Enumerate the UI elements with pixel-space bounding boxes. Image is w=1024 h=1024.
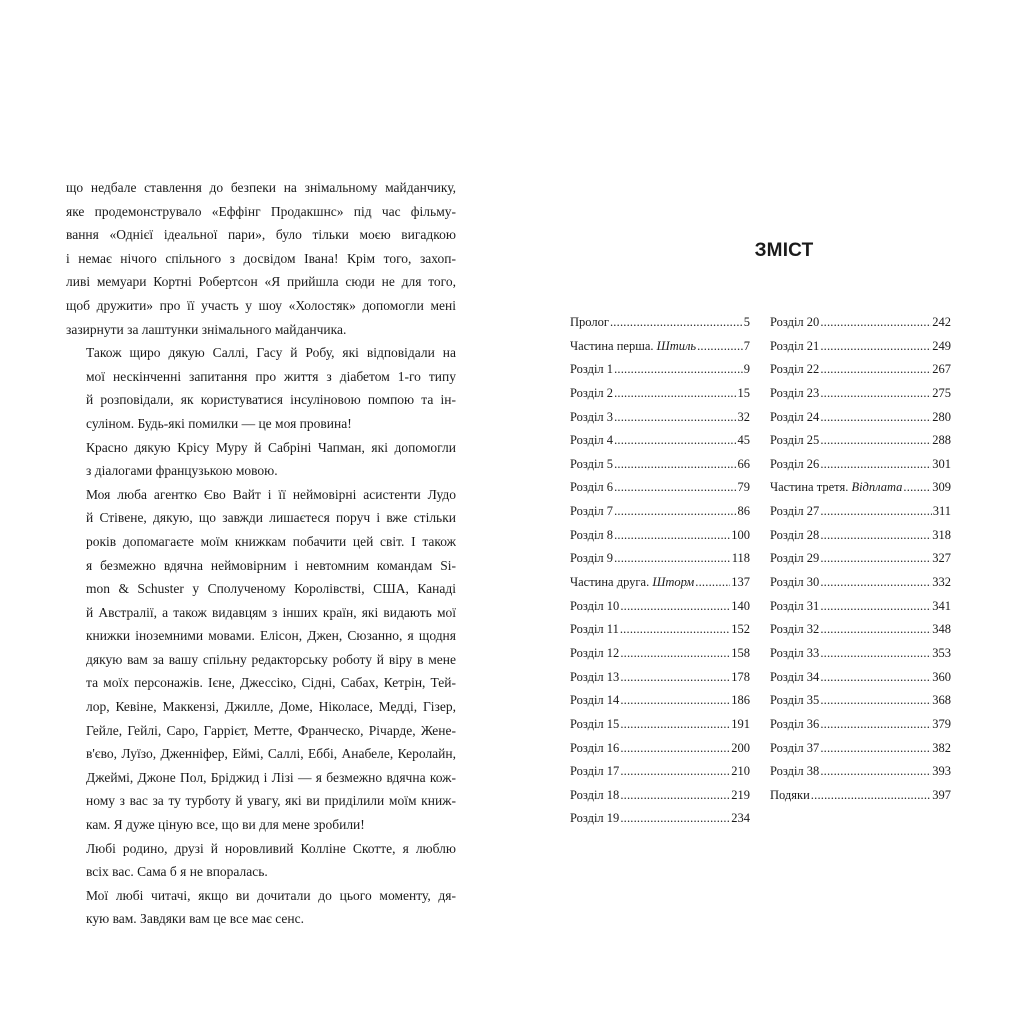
toc-entry-page-number: 379 [932, 716, 951, 731]
toc-entry-page-number: 382 [932, 740, 951, 755]
toc-dot-leader [820, 666, 931, 690]
toc-entry-label [570, 406, 613, 430]
toc-dot-leader [820, 689, 931, 713]
toc-dot-leader [614, 453, 736, 477]
text-line: Джеймі, Джоне Пол, Бріджид і Лізі — я безмежно вдячна кож- [86, 769, 456, 785]
toc-entry-label [770, 500, 819, 524]
toc-dot-leader [820, 335, 931, 359]
toc-dot-leader [820, 642, 931, 666]
toc-entry-page-number: 79 [737, 480, 750, 495]
paragraph-6 [66, 884, 456, 931]
text-line: суліном. Будь-які помилки — це моя провина! [86, 415, 352, 431]
toc-entry-page-number: 15 [737, 385, 750, 400]
toc-entry-page-number: 341 [932, 598, 951, 613]
toc-entry-label [770, 571, 819, 595]
toc-entry[interactable] [570, 382, 750, 406]
toc-entry-label [570, 713, 619, 737]
toc-entry-page-number: 186 [731, 693, 750, 708]
text-line: щоб дружити» про її участь у шоу «Холостяк» допомогли мені [66, 297, 456, 313]
toc-entry-label [770, 547, 819, 571]
toc-dot-leader [820, 453, 931, 477]
paragraph-2 [66, 341, 456, 435]
toc-entry[interactable] [770, 406, 951, 430]
toc-entry[interactable] [570, 595, 750, 619]
toc-entry[interactable] [770, 618, 951, 642]
toc-entry-label-text: Розділ 33 [770, 645, 820, 660]
toc-entry-page-number: 275 [932, 385, 951, 400]
toc-entry-page-number: 7 [743, 338, 750, 353]
toc-entry-label [570, 524, 613, 548]
text-line: років допомагаєте моїм книжкам побачити цей світ. І також [86, 533, 456, 549]
text-line: Моя люба агентко Єво Вайт і її неймовірні асистенти Лудо [86, 486, 456, 502]
toc-entry[interactable] [570, 406, 750, 430]
text-line: та моїх персонажів. Ієне, Джессіко, Сідні, Сабах, Кетрін, Тей- [86, 675, 456, 691]
toc-entry-label-text: Розділ 3 [570, 409, 614, 424]
toc-entry-page-number: 242 [932, 315, 951, 329]
text-line: дякую вам за вашу спільну редакторську роботу й віру в мене [86, 651, 456, 667]
toc-entry[interactable] [770, 571, 951, 595]
toc-dot-leader [697, 335, 743, 359]
toc-dot-leader [820, 547, 931, 571]
toc-entry-page-number: 210 [731, 764, 750, 779]
toc-entry-label-text: Розділ 18 [570, 787, 620, 802]
toc-entry-label-text: Розділ 26 [770, 456, 820, 471]
paragraph-1 [66, 176, 456, 341]
toc-entry-label-text: Розділ 36 [770, 716, 820, 731]
toc-entry-label-text: Розділ 31 [770, 598, 820, 613]
paragraph-4 [66, 483, 456, 837]
toc-entry-page-number: 140 [731, 598, 750, 613]
toc-entry-page-number: 249 [932, 338, 951, 353]
text-line: книжки іноземними мовами. Елісон, Джен, Сюзанно, я щодня [86, 628, 456, 644]
toc-dot-leader [820, 382, 931, 406]
text-line: кую вам. Завдяки вам це все має сенс. [86, 911, 304, 927]
toc-entry[interactable] [770, 713, 951, 737]
toc-entry[interactable] [570, 618, 750, 642]
toc-entry-label-text: Розділ 37 [770, 740, 820, 755]
toc-entry-label [570, 807, 619, 831]
toc-entry[interactable] [770, 642, 951, 666]
toc-column-2 [770, 311, 951, 807]
toc-entry[interactable] [570, 311, 750, 335]
toc-entry[interactable] [770, 784, 951, 808]
toc-dot-leader [820, 429, 931, 453]
toc-entry-page-number: 311 [932, 504, 951, 519]
toc-entry[interactable] [570, 571, 750, 595]
toc-entry-label [770, 713, 819, 737]
toc-entry-part-title: Шторм [652, 575, 695, 590]
text-line: Гейле, Гейлі, Саро, Гаррієт, Метте, Франческо, Річарде, Жене- [86, 722, 456, 738]
toc-dot-leader [695, 571, 730, 595]
text-line: й Австралії, а також видавцям з інших країн, які видають мої [86, 604, 456, 620]
text-line: і немає нічого спільного з досвідом Івана! Крім того, захоп- [66, 250, 456, 266]
toc-entry-label [770, 524, 819, 548]
toc-entry[interactable] [570, 713, 750, 737]
toc-entry-label-text: Розділ 30 [770, 575, 820, 590]
toc-entry-label-text: Розділ 17 [570, 764, 620, 779]
toc-entry[interactable] [570, 358, 750, 382]
toc-entry-label [770, 618, 819, 642]
toc-entry-page-number: 152 [731, 622, 750, 637]
toc-entry-label-text: Розділ 16 [570, 740, 620, 755]
toc-dot-leader [620, 595, 730, 619]
toc-dot-leader [820, 760, 931, 784]
toc-dot-leader [820, 737, 931, 761]
toc-entry-label [770, 358, 819, 382]
toc-entry-page-number: 137 [731, 575, 750, 590]
toc-entry-label-text: Розділ 12 [570, 645, 620, 660]
toc-entry-label-text: Розділ 8 [570, 527, 614, 542]
toc-entry-label [770, 429, 819, 453]
toc-dot-leader [614, 358, 743, 382]
toc-entry-label [770, 453, 819, 477]
toc-entry-page-number: 32 [737, 409, 750, 424]
toc-entry-label [770, 642, 819, 666]
toc-entry[interactable] [570, 453, 750, 477]
toc-dot-leader [820, 618, 931, 642]
toc-entry[interactable] [770, 737, 951, 761]
toc-entry-label-text: Частина третя. [770, 480, 852, 495]
toc-dot-leader [614, 382, 736, 406]
toc-entry-label-text: Розділ 15 [570, 716, 620, 731]
text-line: кам. Я дуже ціную все, що ви для мене зробили! [86, 817, 365, 833]
toc-entry-label-text: Розділ 14 [570, 693, 620, 708]
toc-entry-page-number: 191 [731, 716, 750, 731]
toc-dot-leader [811, 784, 931, 808]
toc-entry-label [570, 476, 613, 500]
toc-entry-page-number: 360 [932, 669, 951, 684]
toc-entry-page-number: 5 [743, 315, 750, 329]
toc-entry[interactable] [570, 500, 750, 524]
toc-dot-leader [620, 642, 730, 666]
toc-entry[interactable] [570, 429, 750, 453]
toc-entry[interactable] [770, 476, 951, 500]
toc-entry-label-text: Розділ 1 [570, 362, 614, 377]
toc-dot-leader [820, 311, 931, 335]
toc-entry[interactable] [770, 429, 951, 453]
toc-entry-label [570, 500, 613, 524]
toc-entry[interactable] [770, 500, 951, 524]
toc-entry-page-number: 327 [932, 551, 951, 566]
toc-entry-label [770, 689, 819, 713]
toc-dot-leader [620, 713, 730, 737]
toc-dot-leader [614, 476, 736, 500]
toc-dot-leader [614, 429, 736, 453]
toc-dot-leader [620, 760, 730, 784]
toc-entry[interactable] [570, 737, 750, 761]
toc-entry-label-text: Розділ 21 [770, 338, 820, 353]
toc-entry[interactable] [570, 547, 750, 571]
text-line: мої нескінченні запитання про життя з діабетом 1-го типу [86, 368, 456, 384]
toc-entry-label-text: Частина перша. [570, 338, 657, 353]
toc-entry-label [570, 358, 613, 382]
paragraph-3 [66, 436, 456, 483]
toc-column-1 [570, 311, 750, 831]
toc-entry-label-text: Розділ 20 [770, 315, 820, 329]
toc-entry-label-text: Розділ 2 [570, 385, 614, 400]
toc-entry-page-number: 267 [932, 362, 951, 377]
toc-entry-label-text: Розділ 28 [770, 527, 820, 542]
toc-entry-part-title: Відплата [851, 480, 903, 495]
toc-entry-label-text: Розділ 24 [770, 409, 820, 424]
text-line: я безмежно вдячна неймовірним і невтомним командам Si- [86, 557, 456, 573]
toc-entry-page-number: 200 [731, 740, 750, 755]
toc-entry-label-text: Розділ 32 [770, 622, 820, 637]
text-line: ному з вас за ту турботу й увагу, які ви приділили моїм книж- [86, 793, 456, 809]
toc-entry-label-text: Розділ 27 [770, 504, 820, 519]
toc-entry-label [570, 689, 619, 713]
toc-dot-leader [620, 737, 730, 761]
toc-entry-label-text: Розділ 25 [770, 433, 820, 448]
toc-entry[interactable] [770, 311, 951, 335]
toc-entry-page-number: 234 [731, 811, 750, 826]
toc-entry-label [770, 476, 902, 500]
toc-entry-page-number: 66 [737, 456, 750, 471]
toc-entry-page-number: 393 [932, 764, 951, 779]
toc-entry-page-number: 301 [932, 456, 951, 471]
toc-entry[interactable] [770, 335, 951, 359]
toc-entry[interactable] [770, 547, 951, 571]
toc-entry-label-text: Розділ 9 [570, 551, 614, 566]
toc-entry-page-number: 158 [731, 645, 750, 660]
toc-dot-leader [614, 547, 731, 571]
toc-entry-label [570, 618, 619, 642]
toc-entry-page-number: 9 [743, 362, 750, 377]
toc-entry[interactable] [770, 358, 951, 382]
toc-dot-leader [620, 807, 730, 831]
toc-entry-page-number: 118 [731, 551, 750, 566]
toc-entry-page-number: 309 [932, 480, 951, 495]
toc-entry-label-text: Частина друга. [570, 575, 653, 590]
text-line: всіх вас. Сама б я не впоралась. [86, 864, 268, 880]
toc-entry-label [570, 595, 619, 619]
toc-title: ЗМІСТ [754, 240, 814, 261]
toc-entry-page-number: 178 [731, 669, 750, 684]
text-line: з діалогами французькою мовою. [86, 463, 278, 479]
toc-entry-label [570, 784, 619, 808]
toc-entry-label [770, 666, 819, 690]
toc-entry[interactable] [770, 595, 951, 619]
toc-entry-label [770, 784, 810, 808]
toc-entry-page-number: 219 [731, 787, 750, 802]
toc-entry-label [570, 666, 619, 690]
toc-dot-leader [620, 666, 730, 690]
toc-entry-label [770, 335, 819, 359]
toc-entry-page-number: 280 [932, 409, 951, 424]
toc-entry-part-title: Штиль [656, 338, 697, 353]
toc-entry-label [770, 737, 819, 761]
toc-entry[interactable] [770, 382, 951, 406]
toc-entry-label-text: Пролог [570, 315, 609, 329]
toc-entry[interactable] [570, 524, 750, 548]
toc-entry-label [570, 760, 619, 784]
toc-entry-label-text: Подяки [770, 787, 810, 802]
acknowledgements-text [66, 176, 456, 931]
toc-entry-page-number: 318 [932, 527, 951, 542]
text-line: Любі родино, друзі й норовливий Колліне Скотте, я люблю [86, 840, 456, 856]
text-line: що недбале ставлення до безпеки на знімальному майданчику, [66, 180, 456, 195]
toc-entry-label-text: Розділ 7 [570, 504, 614, 519]
toc-entry-page-number: 368 [932, 693, 951, 708]
toc-dot-leader [820, 500, 931, 524]
text-line: й Стівене, дякую, що завжди лишаєтеся поруч і вже стільки [86, 510, 456, 526]
toc-dot-leader [614, 406, 736, 430]
toc-entry-page-number: 397 [932, 787, 951, 802]
toc-entry[interactable] [770, 524, 951, 548]
text-line: лор, Кевіне, Маккензі, Джилле, Доме, Ніколасе, Медді, Гізер, [86, 699, 456, 715]
toc-entry-label [770, 760, 819, 784]
toc-entry-label-text: Розділ 23 [770, 385, 820, 400]
toc-entry-page-number: 86 [737, 504, 750, 519]
toc-entry-label-text: Розділ 29 [770, 551, 820, 566]
toc-entry-label-text: Розділ 38 [770, 764, 820, 779]
toc-entry-page-number: 332 [932, 575, 951, 590]
toc-entry-label [570, 642, 619, 666]
toc-entry-label-text: Розділ 10 [570, 598, 620, 613]
toc-dot-leader [820, 571, 931, 595]
toc-entry-label-text: Розділ 35 [770, 693, 820, 708]
toc-entry-label [570, 382, 613, 406]
toc-dot-leader [903, 476, 931, 500]
toc-entry[interactable] [570, 784, 750, 808]
toc-entry-page-number: 353 [932, 645, 951, 660]
toc-entry-label [770, 595, 819, 619]
right-page [512, 0, 1024, 1024]
toc-entry-label-text: Розділ 19 [570, 811, 620, 826]
toc-entry[interactable] [570, 476, 750, 500]
paragraph-5 [66, 837, 456, 884]
toc-dot-leader [620, 618, 730, 642]
toc-entry[interactable] [770, 689, 951, 713]
toc-entry[interactable] [570, 666, 750, 690]
text-line: вання «Однієї ідеальної пари», було тільки моєю вигадкою [66, 227, 456, 243]
toc-entry-label-text: Розділ 13 [570, 669, 620, 684]
text-line: mon & Schuster у Сполученому Королівстві, США, Канаді [86, 581, 456, 597]
toc-dot-leader [614, 524, 730, 548]
toc-dot-leader [820, 713, 931, 737]
toc-entry-label-text: Розділ 22 [770, 362, 820, 377]
toc-dot-leader [820, 358, 931, 382]
toc-entry[interactable] [570, 335, 750, 359]
toc-entry-label-text: Розділ 6 [570, 480, 614, 495]
toc-entry[interactable] [770, 666, 951, 690]
toc-entry[interactable] [570, 807, 750, 831]
toc-entry-label [570, 737, 619, 761]
toc-entry-label-text: Розділ 11 [570, 622, 619, 637]
toc-entry[interactable] [570, 760, 750, 784]
toc-entry-label [570, 453, 613, 477]
text-line: в'єво, Луїзо, Дженніфер, Еймі, Саллі, Еббі, Анабеле, Керолайн, [86, 746, 456, 762]
toc-entry-page-number: 348 [932, 622, 951, 637]
toc-entry-label [570, 571, 694, 595]
toc-entry[interactable] [570, 642, 750, 666]
toc-dot-leader [820, 524, 931, 548]
toc-entry-label [570, 335, 696, 359]
toc-dot-leader [620, 784, 730, 808]
text-line: Мої любі читачі, якщо ви дочитали до цього моменту, дя- [86, 887, 456, 903]
text-line: Красно дякую Крісу Муру й Сабріні Чапман, які допомогли [86, 439, 456, 455]
text-line: яке продемонструвало «Еффінг Продакшнс» під час фільму- [66, 203, 456, 219]
toc-entry-page-number: 288 [932, 433, 951, 448]
toc-entry[interactable] [570, 689, 750, 713]
toc-entry-label [570, 429, 613, 453]
toc-entry-label [570, 547, 613, 571]
toc-entry-label-text: Розділ 4 [570, 433, 614, 448]
toc-entry[interactable] [770, 453, 951, 477]
toc-dot-leader [820, 406, 931, 430]
text-line: ливі мемуари Кортні Робертсон «Я прийшла сюди не для того, [66, 274, 456, 290]
toc-entry[interactable] [770, 760, 951, 784]
toc-dot-leader [610, 311, 743, 335]
toc-entry-label [770, 311, 819, 335]
toc-entry-label [770, 382, 819, 406]
toc-dot-leader [620, 689, 730, 713]
toc-entry-label-text: Розділ 34 [770, 669, 820, 684]
toc-entry-page-number: 100 [731, 527, 750, 542]
toc-dot-leader [614, 500, 736, 524]
toc-entry-label [770, 406, 819, 430]
toc-entry-label [570, 311, 609, 335]
text-line: й розповідали, як користуватися інсуліновою помпою та ін- [86, 392, 456, 408]
toc-entry-label-text: Розділ 5 [570, 456, 614, 471]
toc-dot-leader [820, 595, 931, 619]
toc-entry-page-number: 45 [737, 433, 750, 448]
text-line: Також щиро дякую Саллі, Гасу й Робу, які відповідали на [86, 345, 456, 361]
text-line: зазирнути за лаштунки знімального майданчика. [66, 321, 347, 337]
